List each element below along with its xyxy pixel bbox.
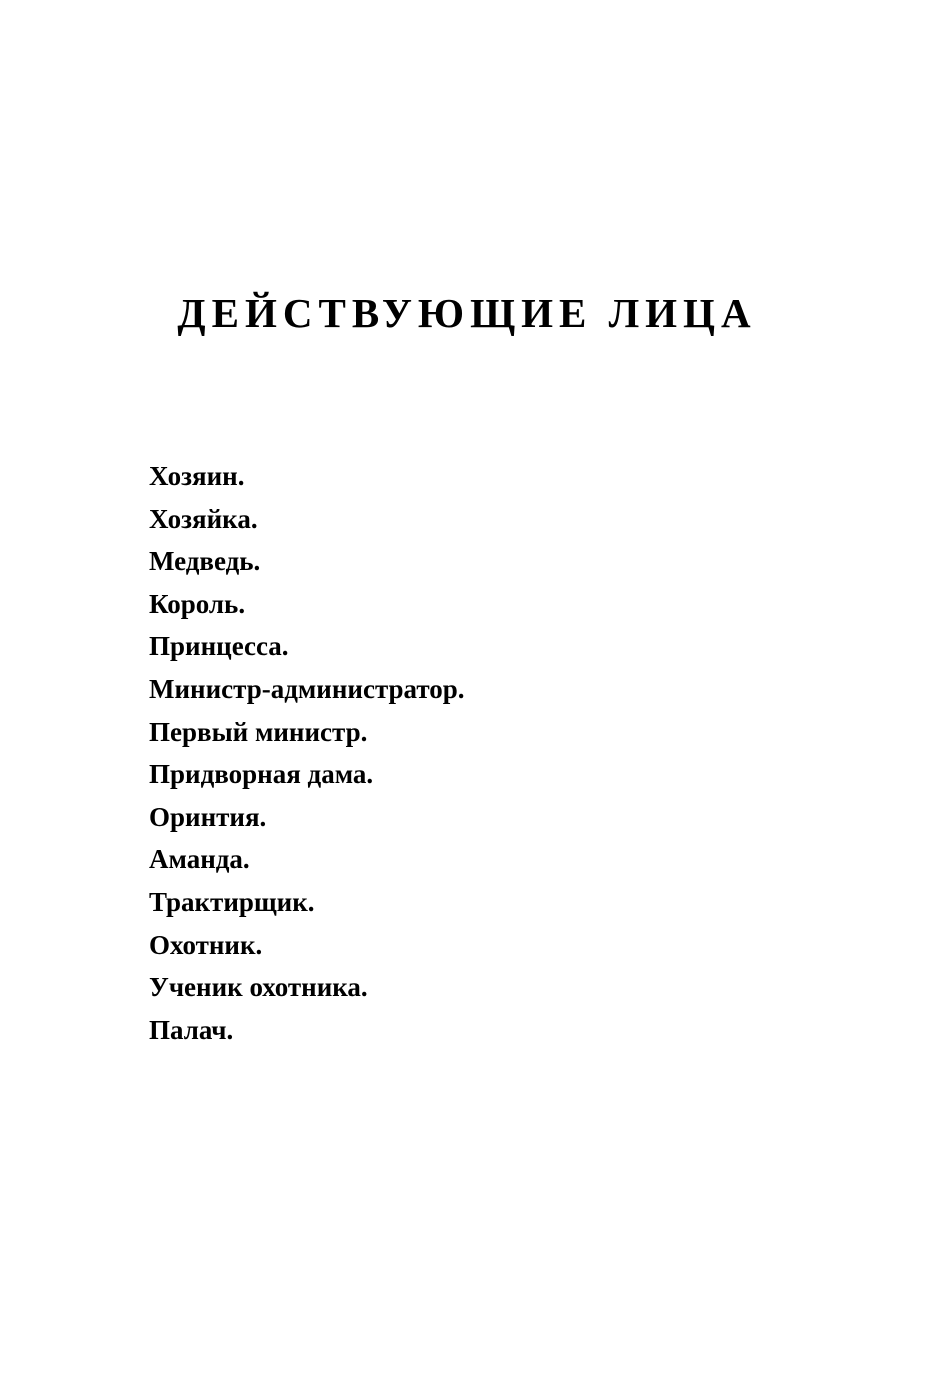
character-item: Хозяйка.	[149, 503, 258, 534]
character-item: Палач.	[149, 1014, 234, 1045]
character-item: Трактирщик.	[149, 886, 315, 917]
character-item: Хозяин.	[149, 461, 245, 491]
character-item: Охотник.	[149, 929, 263, 960]
character-item: Придворная дама.	[149, 759, 374, 790]
character-item: Первый министр.	[149, 716, 368, 747]
character-item: Министр-администратор.	[149, 673, 465, 704]
character-item: Медведь.	[149, 546, 261, 577]
page-title: ДЕЙСТВУЮЩИЕ ЛИЦА	[177, 290, 757, 336]
character-list	[149, 455, 465, 1051]
character-item: Ученик охотника.	[149, 972, 368, 1003]
character-item: Король.	[149, 588, 246, 619]
character-item: Аманда.	[149, 844, 250, 875]
character-item: Оринтия.	[149, 801, 267, 832]
character-item: Принцесса.	[149, 631, 289, 662]
